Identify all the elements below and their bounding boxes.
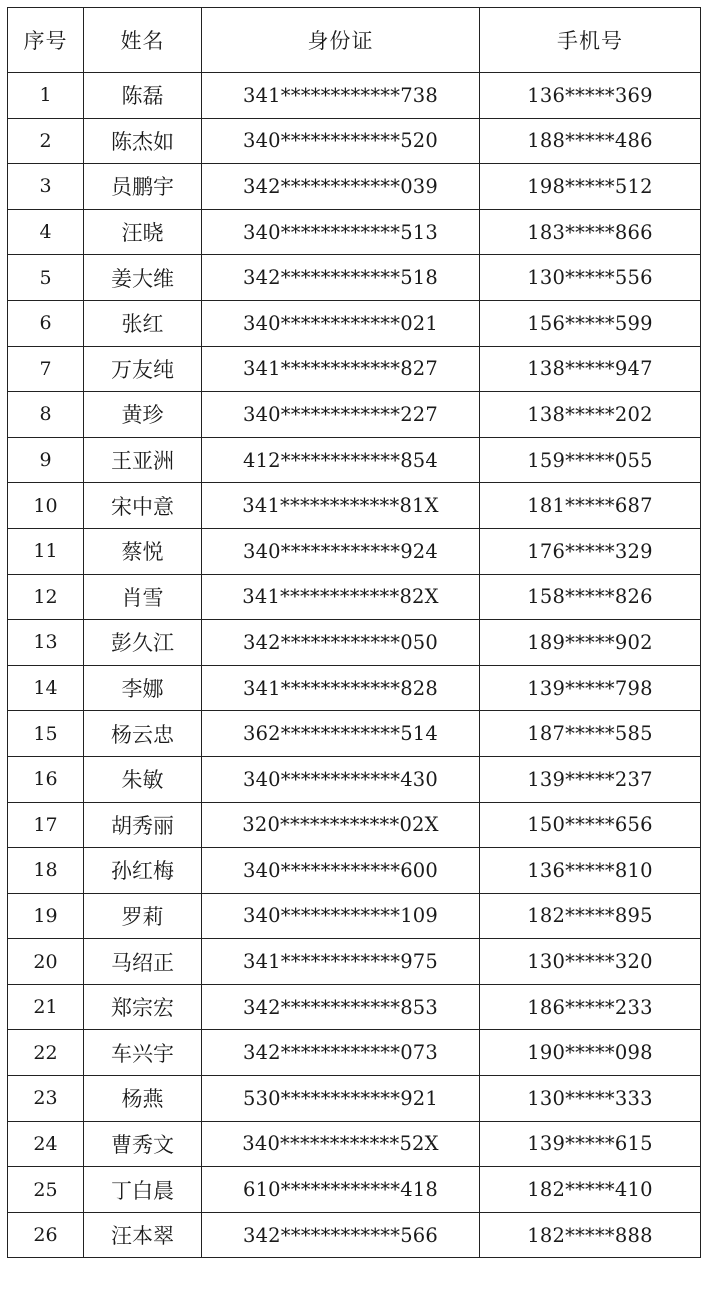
cell-name: 李娜: [84, 665, 202, 711]
cell-name: 肖雪: [84, 574, 202, 620]
cell-id-card: 340************227: [202, 392, 480, 438]
table-row: [8, 711, 701, 757]
table-row: [8, 1167, 701, 1213]
cell-seq: 8: [8, 392, 84, 438]
cell-phone: 188*****486: [480, 118, 701, 164]
cell-id-card: 530************921: [202, 1076, 480, 1122]
cell-phone: 138*****202: [480, 392, 701, 438]
cell-phone: 176*****329: [480, 528, 701, 574]
table-row: [8, 437, 701, 483]
cell-seq: 12: [8, 574, 84, 620]
table-row: [8, 893, 701, 939]
cell-seq: 9: [8, 437, 84, 483]
cell-name: 朱敏: [84, 756, 202, 802]
cell-phone: 136*****369: [480, 73, 701, 119]
cell-name: 丁白晨: [84, 1167, 202, 1213]
cell-phone: 189*****902: [480, 620, 701, 666]
cell-phone: 198*****512: [480, 164, 701, 210]
table-row: [8, 1076, 701, 1122]
cell-phone: 150*****656: [480, 802, 701, 848]
table-row: [8, 1121, 701, 1167]
table-row: [8, 574, 701, 620]
table-row: [8, 984, 701, 1030]
cell-name: 孙红梅: [84, 848, 202, 894]
cell-seq: 7: [8, 346, 84, 392]
cell-phone: 187*****585: [480, 711, 701, 757]
cell-phone: 182*****888: [480, 1212, 701, 1258]
roster-sheet: [7, 7, 700, 1258]
cell-phone: 130*****320: [480, 939, 701, 985]
cell-seq: 15: [8, 711, 84, 757]
table-row: [8, 848, 701, 894]
cell-id-card: 610************418: [202, 1167, 480, 1213]
cell-name: 汪晓: [84, 209, 202, 255]
table-row: [8, 346, 701, 392]
cell-name: 王亚洲: [84, 437, 202, 483]
cell-seq: 11: [8, 528, 84, 574]
cell-id-card: 342************039: [202, 164, 480, 210]
cell-name: 陈磊: [84, 73, 202, 119]
cell-phone: 186*****233: [480, 984, 701, 1030]
table-row: [8, 392, 701, 438]
cell-id-card: 341************738: [202, 73, 480, 119]
cell-id-card: 340************021: [202, 300, 480, 346]
cell-name: 胡秀丽: [84, 802, 202, 848]
cell-name: 蔡悦: [84, 528, 202, 574]
cell-id-card: 340************924: [202, 528, 480, 574]
cell-phone: 182*****895: [480, 893, 701, 939]
cell-seq: 23: [8, 1076, 84, 1122]
table-row: [8, 528, 701, 574]
cell-name: 车兴宇: [84, 1030, 202, 1076]
cell-seq: 26: [8, 1212, 84, 1258]
header-name: 姓名: [84, 8, 202, 73]
cell-id-card: 342************853: [202, 984, 480, 1030]
cell-phone: 181*****687: [480, 483, 701, 529]
cell-phone: 159*****055: [480, 437, 701, 483]
cell-name: 员鹏宇: [84, 164, 202, 210]
cell-id-card: 342************518: [202, 255, 480, 301]
cell-seq: 16: [8, 756, 84, 802]
cell-id-card: 341************828: [202, 665, 480, 711]
cell-id-card: 341************81X: [202, 483, 480, 529]
cell-id-card: 340************513: [202, 209, 480, 255]
cell-seq: 5: [8, 255, 84, 301]
table-row: [8, 802, 701, 848]
cell-id-card: 342************073: [202, 1030, 480, 1076]
cell-name: 姜大维: [84, 255, 202, 301]
cell-name: 宋中意: [84, 483, 202, 529]
table-row: [8, 620, 701, 666]
cell-seq: 1: [8, 73, 84, 119]
cell-name: 杨云忠: [84, 711, 202, 757]
cell-seq: 13: [8, 620, 84, 666]
table-row: [8, 164, 701, 210]
table-row: [8, 665, 701, 711]
table-row: [8, 756, 701, 802]
cell-id-card: 340************600: [202, 848, 480, 894]
cell-seq: 14: [8, 665, 84, 711]
cell-name: 黄珍: [84, 392, 202, 438]
table-row: [8, 483, 701, 529]
cell-phone: 139*****615: [480, 1121, 701, 1167]
cell-seq: 21: [8, 984, 84, 1030]
cell-phone: 130*****556: [480, 255, 701, 301]
cell-phone: 183*****866: [480, 209, 701, 255]
cell-id-card: 362************514: [202, 711, 480, 757]
header-seq: 序号: [8, 8, 84, 73]
cell-seq: 22: [8, 1030, 84, 1076]
cell-seq: 6: [8, 300, 84, 346]
cell-name: 马绍正: [84, 939, 202, 985]
cell-seq: 20: [8, 939, 84, 985]
table-row: [8, 1212, 701, 1258]
cell-id-card: 341************975: [202, 939, 480, 985]
table-row: [8, 1030, 701, 1076]
table-row: [8, 300, 701, 346]
cell-id-card: 412************854: [202, 437, 480, 483]
cell-id-card: 340************520: [202, 118, 480, 164]
cell-phone: 139*****237: [480, 756, 701, 802]
cell-phone: 136*****810: [480, 848, 701, 894]
cell-name: 张红: [84, 300, 202, 346]
table-row: [8, 73, 701, 119]
cell-name: 曹秀文: [84, 1121, 202, 1167]
cell-id-card: 342************566: [202, 1212, 480, 1258]
cell-seq: 2: [8, 118, 84, 164]
cell-seq: 4: [8, 209, 84, 255]
cell-id-card: 340************430: [202, 756, 480, 802]
table-row: [8, 209, 701, 255]
cell-name: 彭久江: [84, 620, 202, 666]
header-row: [8, 8, 701, 73]
cell-id-card: 341************82X: [202, 574, 480, 620]
table-body: [8, 73, 701, 1258]
cell-seq: 25: [8, 1167, 84, 1213]
cell-phone: 182*****410: [480, 1167, 701, 1213]
cell-phone: 190*****098: [480, 1030, 701, 1076]
table-header: [8, 8, 701, 73]
cell-seq: 24: [8, 1121, 84, 1167]
cell-phone: 139*****798: [480, 665, 701, 711]
cell-id-card: 341************827: [202, 346, 480, 392]
cell-name: 汪本翠: [84, 1212, 202, 1258]
cell-phone: 156*****599: [480, 300, 701, 346]
cell-name: 万友纯: [84, 346, 202, 392]
cell-phone: 130*****333: [480, 1076, 701, 1122]
cell-name: 陈杰如: [84, 118, 202, 164]
cell-seq: 10: [8, 483, 84, 529]
cell-id-card: 342************050: [202, 620, 480, 666]
cell-id-card: 340************109: [202, 893, 480, 939]
cell-seq: 17: [8, 802, 84, 848]
cell-id-card: 340************52X: [202, 1121, 480, 1167]
cell-name: 杨燕: [84, 1076, 202, 1122]
table-row: [8, 939, 701, 985]
cell-name: 罗莉: [84, 893, 202, 939]
cell-seq: 3: [8, 164, 84, 210]
cell-phone: 158*****826: [480, 574, 701, 620]
roster-table: [7, 7, 701, 1258]
table-row: [8, 255, 701, 301]
header-phone: 手机号: [480, 8, 701, 73]
cell-name: 郑宗宏: [84, 984, 202, 1030]
cell-phone: 138*****947: [480, 346, 701, 392]
table-row: [8, 118, 701, 164]
header-id-card: 身份证: [202, 8, 480, 73]
cell-seq: 18: [8, 848, 84, 894]
cell-id-card: 320************02X: [202, 802, 480, 848]
cell-seq: 19: [8, 893, 84, 939]
